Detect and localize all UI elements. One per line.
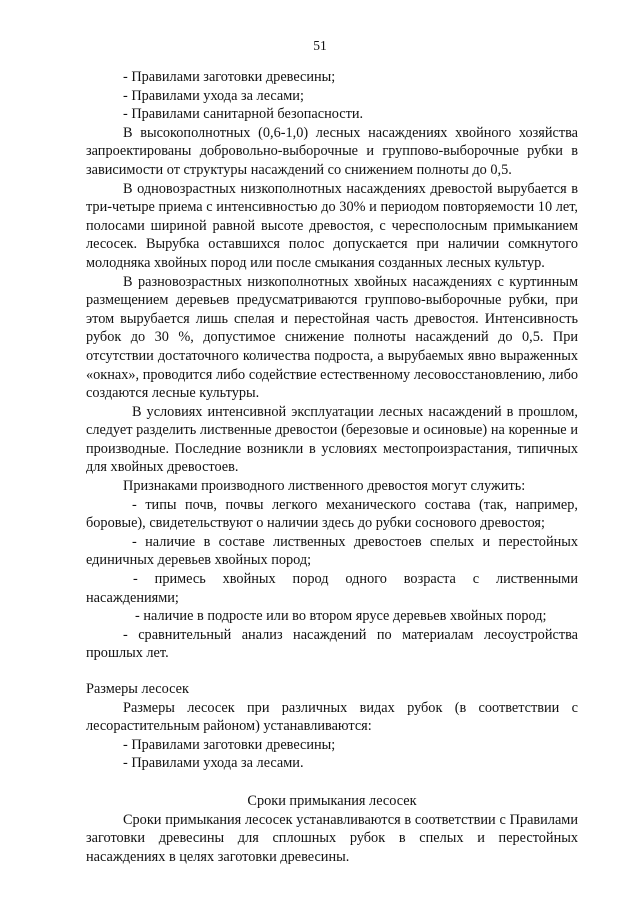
list-item: - примесь хвойных пород одного возраста с лиственными насаждениями; [86,571,578,606]
page-number: 51 [313,38,327,53]
list-item: - Правилами ухода за лесами. [123,755,304,772]
paragraph: Размеры лесосек при различных видах рубок (в соответствии с лесорастительным районом) устанавливаются: [86,699,578,735]
paragraph: В одновозрастных низкополнотных насаждениях древостой вырубается в три-четыре приема с интенсивностью до 30% и периодом повторяемости 10 лет, полосами шириной равной высоте древостоя, с чересполосным примыканием лесосек. Вырубка оставшихся полос допускается при наличии сомкнутого молодняка хвойных пород или после смыкания созданных лесных культур. [86,180,578,271]
list-item: - Правилами санитарной безопасности. [123,106,364,123]
paragraph: В условиях интенсивной эксплуатации лесных насаждений в прошлом, следует разделить лиственные древостои (березовые и осиновые) на коренные и производные. Последние возникли в условиях местопроизрастания, типичных для хвойных древостоев. [86,403,578,476]
list-item: - сравнительный анализ насаждений по материалам лесоустройства прошлых лет. [86,626,578,662]
list-item: - Правилами заготовки древесины; [123,69,336,85]
paragraph: В высокополнотных (0,6-1,0) лесных насаждениях хвойного хозяйства запроектированы добровольно-выборочные и группово-выборочные рубки в зависимости от структуры насаждений со снижением полноты до 0,5. [86,124,578,178]
paragraph: В разновозрастных низкополнотных хвойных насаждениях с куртинным размещением деревьев предусматриваются группово-выборочные рубки, при этом вырубается лишь спелая и перестойная часть древостоя. Интенсивность рубок до 30 %, допустимое снижение полноты насаждений до 0,5. При отсутствии достаточного количества подроста, а вырубаемых явно выраженных «окнах», проводится либо содействие естественному лесовосстановлению, либо создаются лесные культуры. [86,273,578,402]
list-item: - Правилами заготовки древесины; [123,736,336,753]
list-item: - наличие в составе лиственных древостоев спелых и перестойных единичных деревьев хвойных пород; [86,533,578,569]
paragraph: Сроки примыкания лесосек устанавливаются в соответствии с Правилами заготовки древесины для сплошных рубок в спелых и перестойных насаждениях в целях заготовки древесины. [86,811,578,865]
section-heading-adjacency: Сроки примыкания лесосек [247,792,417,809]
section-heading-sizes: Размеры лесосек [86,681,189,697]
paragraph: Признаками производного лиственного древостоя могут служить: [123,478,526,495]
list-item: - Правилами ухода за лесами; [123,87,304,104]
document-body [86,68,578,866]
list-item: - типы почв, почвы легкого механического состава (так, например, боровые), свидетельствуют о наличии здесь до рубки соснового древостоя; [86,496,578,532]
list-item: - наличие в подросте или во втором ярусе деревьев хвойных пород; [135,608,547,625]
